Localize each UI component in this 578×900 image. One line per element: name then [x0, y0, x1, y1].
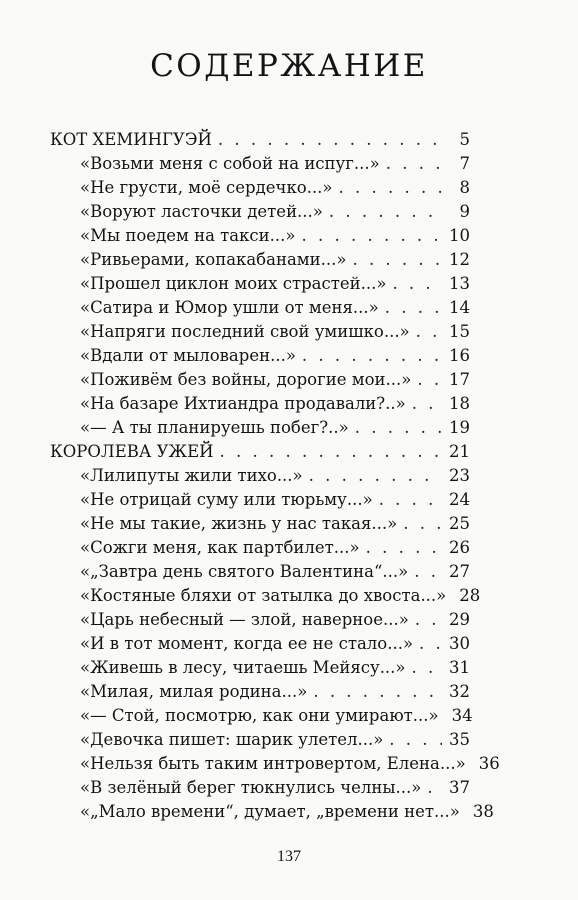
- toc-entry-title: «Возьми меня с собой на испуг...»: [80, 154, 380, 173]
- toc-entry: [50, 200, 470, 224]
- toc-entry-title: «Царь небесный — злой, наверное...»: [80, 610, 409, 629]
- dot-leader: [412, 392, 442, 416]
- toc-entry-title: «„Мало времени“, думает, „времени нет...»: [80, 802, 460, 821]
- toc-entry: [50, 728, 470, 752]
- toc-entry-title: «Поживём без войны, дорогие мои...»: [80, 370, 412, 389]
- toc-entry-page: 23: [449, 466, 470, 485]
- toc-entry: [50, 536, 470, 560]
- toc-entry-page: 12: [449, 250, 470, 269]
- toc-entry-title: «Напряги последний свой умишко...»: [80, 322, 410, 341]
- toc-section: [50, 440, 470, 464]
- toc-entry: [50, 368, 470, 392]
- dot-leader: [403, 512, 442, 536]
- toc-entry: [50, 272, 470, 296]
- dot-leader: [386, 152, 442, 176]
- toc-section: [50, 128, 470, 152]
- toc-entry-page: 32: [449, 682, 470, 701]
- toc-entry-page: 18: [449, 394, 470, 413]
- toc-entry-page: 24: [449, 490, 470, 509]
- toc-entry-title: «Не грусти, моё сердечко...»: [80, 178, 333, 197]
- dot-leader: [415, 608, 442, 632]
- toc-entry-title: «Нельзя быть таким интровертом, Елена...»: [80, 754, 466, 773]
- dot-leader: [329, 200, 442, 224]
- toc-entry-page: 19: [449, 418, 470, 437]
- toc-entry: [50, 704, 473, 728]
- dot-leader: [419, 632, 442, 656]
- toc-entry-page: 35: [449, 730, 470, 749]
- toc-entry: [50, 392, 470, 416]
- toc-entry-page: 27: [449, 562, 470, 581]
- dot-leader: [412, 656, 442, 680]
- toc-entry-title: КОТ ХЕМИНГУЭЙ: [50, 130, 212, 149]
- toc-entry-title: «И в тот момент, когда ее не стало...»: [80, 634, 414, 653]
- toc-entry-page: 5: [459, 130, 470, 149]
- dot-leader: [417, 368, 442, 392]
- toc-entry-title: «Не мы такие, жизнь у нас такая...»: [80, 514, 398, 533]
- toc-entry: [50, 416, 470, 440]
- toc-entry-title: КОРОЛЕВА УЖЕЙ: [50, 442, 214, 461]
- toc-entry-title: «Ривьерами, копакабанами...»: [80, 250, 347, 269]
- toc-entry: [50, 608, 470, 632]
- toc-entry: [50, 680, 470, 704]
- toc-entry-page: 25: [449, 514, 470, 533]
- toc-entry-page: 26: [449, 538, 470, 557]
- toc-entry: [50, 656, 470, 680]
- dot-leader: [355, 416, 442, 440]
- toc-entry: [50, 488, 470, 512]
- dot-leader: [416, 320, 442, 344]
- dot-leader: [414, 560, 442, 584]
- toc-entry-title: «— Стой, посмотрю, как они умирают...»: [80, 706, 439, 725]
- page-title: СОДЕРЖАНИЕ: [150, 48, 428, 84]
- toc-entry: [50, 512, 470, 536]
- toc-entry-page: 34: [451, 706, 473, 725]
- toc-entry-page: 30: [449, 634, 470, 653]
- toc-entry-title: «Вдали от мыловарен...»: [80, 346, 296, 365]
- toc-entry-title: «Лилипуты жили тихо...»: [80, 466, 303, 485]
- toc-entry: [50, 344, 470, 368]
- toc-entry-page: 15: [449, 322, 470, 341]
- toc-entry-page: 14: [449, 298, 470, 317]
- dot-leader: [309, 464, 442, 488]
- dot-leader: [366, 536, 442, 560]
- toc-entry-title: «— А ты планируешь побег?..»: [80, 418, 349, 437]
- toc-entry: [50, 296, 470, 320]
- dot-leader: [385, 296, 442, 320]
- toc-entry-page: 38: [472, 802, 494, 821]
- toc-entry-title: «На базаре Ихтиандра продавали?..»: [80, 394, 406, 413]
- toc-entry: [50, 800, 494, 824]
- toc-entry-title: «Сожги меня, как партбилет...»: [80, 538, 360, 557]
- toc-entry-title: «Мы поедем на такси...»: [80, 226, 296, 245]
- toc-entry: [50, 632, 470, 656]
- toc-entry-title: «В зелёный берег тюкнулись челны...»: [80, 778, 422, 797]
- toc-entry-title: «Живешь в лесу, читаешь Мейясу...»: [80, 658, 406, 677]
- dot-leader: [302, 344, 442, 368]
- toc-entry-title: «„Завтра день святого Валентина“...»: [80, 562, 409, 581]
- toc-entry: [50, 776, 470, 800]
- toc-entry-page: 31: [449, 658, 470, 677]
- toc-entry-page: 29: [449, 610, 470, 629]
- toc-entry-page: 17: [449, 370, 470, 389]
- toc-entry-page: 16: [449, 346, 470, 365]
- dot-leader: [218, 128, 442, 152]
- table-of-contents: [50, 128, 500, 824]
- toc-entry-title: «Костяные бляхи от затылка до хвоста...»: [80, 586, 447, 605]
- toc-entry-page: 21: [449, 442, 470, 461]
- toc-entry-page: 13: [449, 274, 470, 293]
- toc-entry-page: 37: [449, 778, 470, 797]
- toc-entry-title: «Сатира и Юмор ушли от меня...»: [80, 298, 379, 317]
- toc-entry-title: «Девочка пишет: шарик улетел...»: [80, 730, 384, 749]
- toc-entry-page: 8: [459, 178, 470, 197]
- toc-entry: [50, 560, 470, 584]
- toc-entry: [50, 152, 470, 176]
- dot-leader: [392, 272, 442, 296]
- toc-entry: [50, 464, 470, 488]
- toc-entry-title: «Милая, милая родина...»: [80, 682, 308, 701]
- toc-entry: [50, 176, 470, 200]
- toc-entry: [50, 752, 500, 776]
- dot-leader: [339, 176, 442, 200]
- toc-entry-page: 36: [478, 754, 500, 773]
- toc-entry: [50, 584, 481, 608]
- dot-leader: [352, 248, 442, 272]
- toc-entry-page: 7: [459, 154, 470, 173]
- toc-entry-page: 10: [449, 226, 470, 245]
- dot-leader: [389, 728, 442, 752]
- toc-entry-title: «Воруют ласточки детей...»: [80, 202, 323, 221]
- dot-leader: [313, 680, 442, 704]
- toc-entry: [50, 248, 470, 272]
- toc-entry-title: «Не отрицай суму или тюрьму...»: [80, 490, 373, 509]
- toc-entry: [50, 320, 470, 344]
- toc-entry-page: 28: [459, 586, 481, 605]
- toc-entry: [50, 224, 470, 248]
- dot-leader: [220, 440, 442, 464]
- toc-entry-page: 9: [459, 202, 470, 221]
- dot-leader: [302, 224, 443, 248]
- toc-entry-title: «Прошел циклон моих страстей...»: [80, 274, 387, 293]
- page-number: 137: [277, 848, 301, 865]
- dot-leader: [427, 776, 442, 800]
- dot-leader: [379, 488, 442, 512]
